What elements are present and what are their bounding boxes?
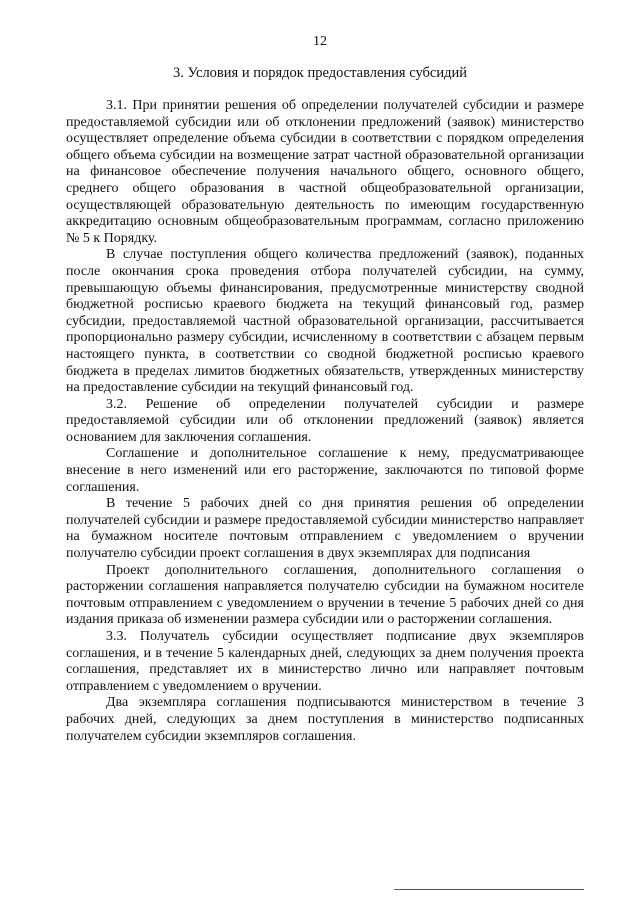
paragraph-excess-applications: В случае поступления общего количества предложений (заявок), поданных после окончания срока проведения отбора получателей субсидии, на сумму, превышающую объемы финансирования, предусмотренные министерству сводной бюджетной росписью краевого бюджета на текущий финансовый год, размер субсидии, предоставляемой частной образовательной организации, рассчитывается пропорционально размеру субсидии, исчисленному в соответствии с абзацем первым настоящего пункта, в соответствии со сводной бюджетной росписью краевого бюджета в пределах лимитов бюджетных обязательств, утвержденных министерству на предоставление субсидии на текущий финансовый год. [66,247,584,396]
paragraph-agreement-form: Соглашение и дополнительное соглашение к нему, предусматривающее внесение в него изменений или его расторжение, заключаются по типовой форме соглашения. [66,446,584,495]
paragraph-3-3: 3.3. Получатель субсидии осуществляет подписание двух экземпляров соглашения, и в течение 5 календарных дней, следующих за днем получения проекта соглашения, представляет их в министерство лично или направляет почтовым отправлением с уведомлением о вручении. [66,629,584,694]
paragraph-3-1: 3.1. При принятии решения об определении получателей субсидии и размере предоставляемой субсидии или об отклонении предложений (заявок) министерство осуществляет определение объема субсидии в соответствии с порядком определения общего объема субсидии на возмещение затрат частной образовательной организации на финансовое обеспечение получения начального общего, основного общего, среднего общего образования в частной общеобразовательной организации, осуществляющей образовательную деятельность по имеющим государственную аккредитацию основным общеобразовательным программам, согласно приложению № 5 к Порядку. [66,98,584,246]
footer-divider [394,889,584,890]
paragraph-3-2: 3.2. Решение об определении получателей субсидии и размере предоставляемой субсидии или об отклонении предложений (заявок) является основанием для заключения соглашения. [66,396,584,445]
section-heading: 3. Условия и порядок предоставления субсидий [172,65,467,81]
paragraph-agreement-sending: В течение 5 рабочих дней со дня принятия решения об определении получателей субсидии и размере предоставляемой субсидии министерство направляет на бумажном носителе почтовым отправлением с уведомлением о вручении получателю субсидии проект соглашения в двух экземплярах для подписания [66,496,584,562]
paragraph-signing: Два экземпляра соглашения подписываются министерством в течение 3 рабочих дней, следующих за днем поступления в министерство подписанных получателем субсидии экземпляров соглашения. [66,695,584,744]
page-number: 12 [313,34,327,49]
paragraph-additional-agreement: Проект дополнительного соглашения, дополнительного соглашения о расторжении соглашения направляется получателю субсидии на бумажном носителе почтовым отправлением с уведомлением о вручении в течение 5 рабочих дней со дня издания приказа об изменении размера субсидии или о расторжении соглашения. [66,562,584,628]
body-text [66,98,584,745]
